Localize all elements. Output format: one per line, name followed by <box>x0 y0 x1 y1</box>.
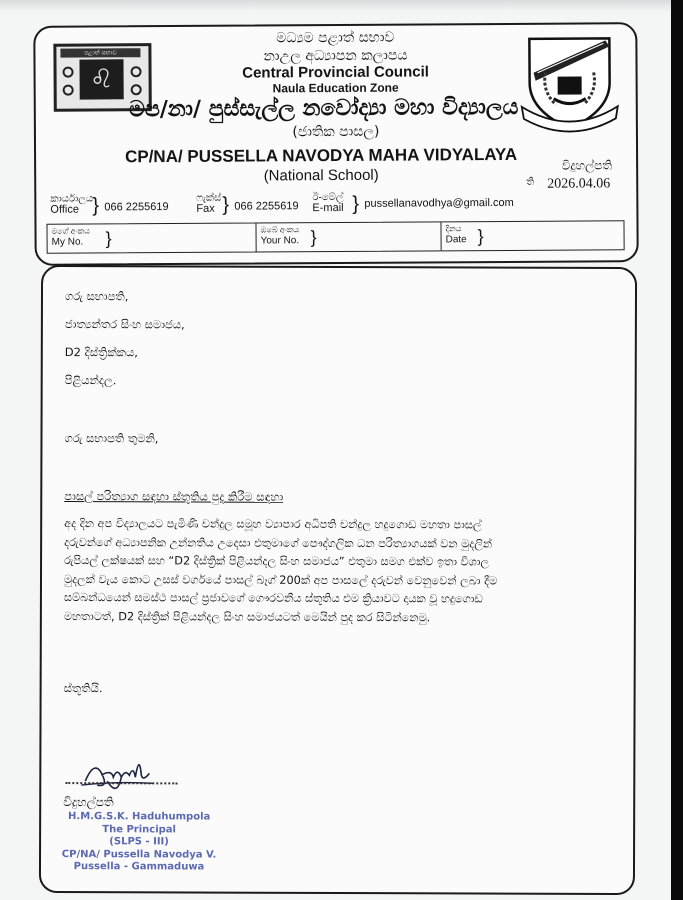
paragraph-line: දරුවන්ගේ අධ්‍යාපනික උන්නතිය උදෙසා එතුමාගේ පෞද්ගලික ධන පරිත්‍යාගයක් වන මුදලින් <box>64 535 493 551</box>
paragraph-line: අද දින අප විද්‍යාලයට පැමිණි චන්දුල සමූහ ව්‍යාපාර අධිපති චන්දුල හදුගොඩ මහතා පාසල් <box>64 517 482 532</box>
closing: ස්තූතියි. <box>63 681 103 696</box>
scan-edge-right <box>671 0 683 900</box>
stamp-line: The Principal <box>102 823 176 835</box>
stamp-line: H.M.G.S.K. Haduhumpola <box>68 811 211 823</box>
zone-title-sinhala: නාඋල අධ්‍යාපන කලාපය <box>263 47 408 65</box>
council-title: Central Provincial Council <box>242 63 429 82</box>
email-label-sinhala: ඊ-මේල් <box>312 191 344 204</box>
office-label <box>50 193 93 215</box>
principal-title: විදුහල්පති <box>561 158 613 173</box>
fax-label <box>196 193 221 215</box>
paragraph-line: මුදලක් වැය කොට උසස් වර්ගයේ පාසල් බෑග් 200ක් අප පාසලේ දරුවන් වෙනුවෙන් ලබා දීම <box>63 572 498 588</box>
my-no-cell: මගේ අංකය My No. } <box>47 223 256 252</box>
address-line: ගරු සභාපති, <box>64 289 129 304</box>
office-label-english: Office <box>50 203 79 216</box>
letter-date: 2026.04.06 <box>547 176 611 192</box>
email-address: pussellanavodhya@gmail.com <box>364 196 514 210</box>
zone-title: Naula Education Zone <box>272 80 399 96</box>
letter-subject: පාසල් පරිත්‍යාග සඳහා ස්තූතිය පුද කිරීම සඳහා <box>64 489 284 504</box>
letter-body <box>39 265 637 895</box>
stamp-line: Pussella - Gammaduwa <box>73 861 205 873</box>
email-label-english: E-mail <box>312 201 344 215</box>
council-title-sinhala: මධ්‍යම පළාත් සභාව <box>276 29 395 47</box>
principal-stamp <box>59 811 219 874</box>
national-school: (National School) <box>263 166 379 185</box>
my-no-label-sinhala: මගේ අංකය <box>51 226 90 236</box>
fax-label-english: Fax <box>196 202 215 215</box>
my-no-label: My No. <box>51 236 84 248</box>
signer-title: විදුහල්පති <box>63 795 114 810</box>
scan-edge-top <box>0 0 683 12</box>
reference-table <box>46 220 624 254</box>
paragraph-line: මහතාටත්, D2 දිස්ත්‍රික් පිළියන්දල සිංහ සමාජයටත් මෙයින් පුද කර සිටින්නෙමු. <box>63 610 431 625</box>
school-name: CP/NA/ PUSSELLA NAVODYA MAHA VIDYALAYA <box>125 144 518 167</box>
office-phone: 066 2255619 <box>104 201 169 214</box>
lion-flag-icon: ♌ <box>79 59 123 99</box>
salutation: ගරු සභාපති තුමනි, <box>64 431 159 446</box>
your-no-label: Your No. <box>260 235 300 247</box>
office-label-sinhala: කාර්යාලය <box>50 193 94 205</box>
stamp-line: CP/NA/ Pussella Navodya V. <box>61 848 217 861</box>
your-no-label-sinhala: ඔබේ අංකය <box>260 225 300 235</box>
address-line: D2 දිස්ත්‍රික්කය, <box>64 345 138 360</box>
emblem-text: පළාත් සභාව <box>60 48 140 57</box>
date-ref-label: Date <box>445 234 467 246</box>
address-line: පිළියන්දල. <box>64 373 117 388</box>
paragraph-line: රුපියල් ලක්ෂයක් සහ “D2 දිස්ත්‍රික් පිළියන්දල සිංහ සමාජය” එතුමා සමග එක්ව ඉතා විශාල <box>64 554 490 569</box>
brace: } <box>222 193 230 216</box>
date-cell: දිනය Date } <box>445 224 484 247</box>
school-name-sinhala: මප/නා/ පුස්සැල්ල නවෝද්‍යා මහා විද්‍යාලය <box>129 94 519 123</box>
stamp-line: (SLPS - III) <box>109 836 169 848</box>
address-line: ජාත්‍යන්තර සිංහ සමාජය, <box>64 317 185 332</box>
date-label: ති <box>526 176 535 188</box>
signature-line <box>65 782 177 784</box>
email-label <box>312 192 343 214</box>
letterhead <box>33 22 638 266</box>
brace: } <box>92 194 100 217</box>
handwritten-signature <box>77 747 157 792</box>
letter-paragraph <box>64 515 624 629</box>
brace: } <box>352 192 360 215</box>
paragraph-line: සම්බන්ධයෙන් සමස්ථ පාසල් ප්‍රජාවගේ ගෞරවනීය ස්තූතිය එම ක්‍රියාවට දායක වූ හදුගොඩ <box>63 591 483 606</box>
date-label-sinhala: දිනය <box>445 224 462 234</box>
fax-label-sinhala: ෆැක්ස් <box>196 192 222 204</box>
national-school-sinhala: (ජාතික පාසල) <box>292 123 380 141</box>
your-no-cell: ඔබේ අංකය Your No. } <box>256 222 441 251</box>
contact-row <box>50 190 610 219</box>
fax-number: 066 2255619 <box>234 200 299 213</box>
